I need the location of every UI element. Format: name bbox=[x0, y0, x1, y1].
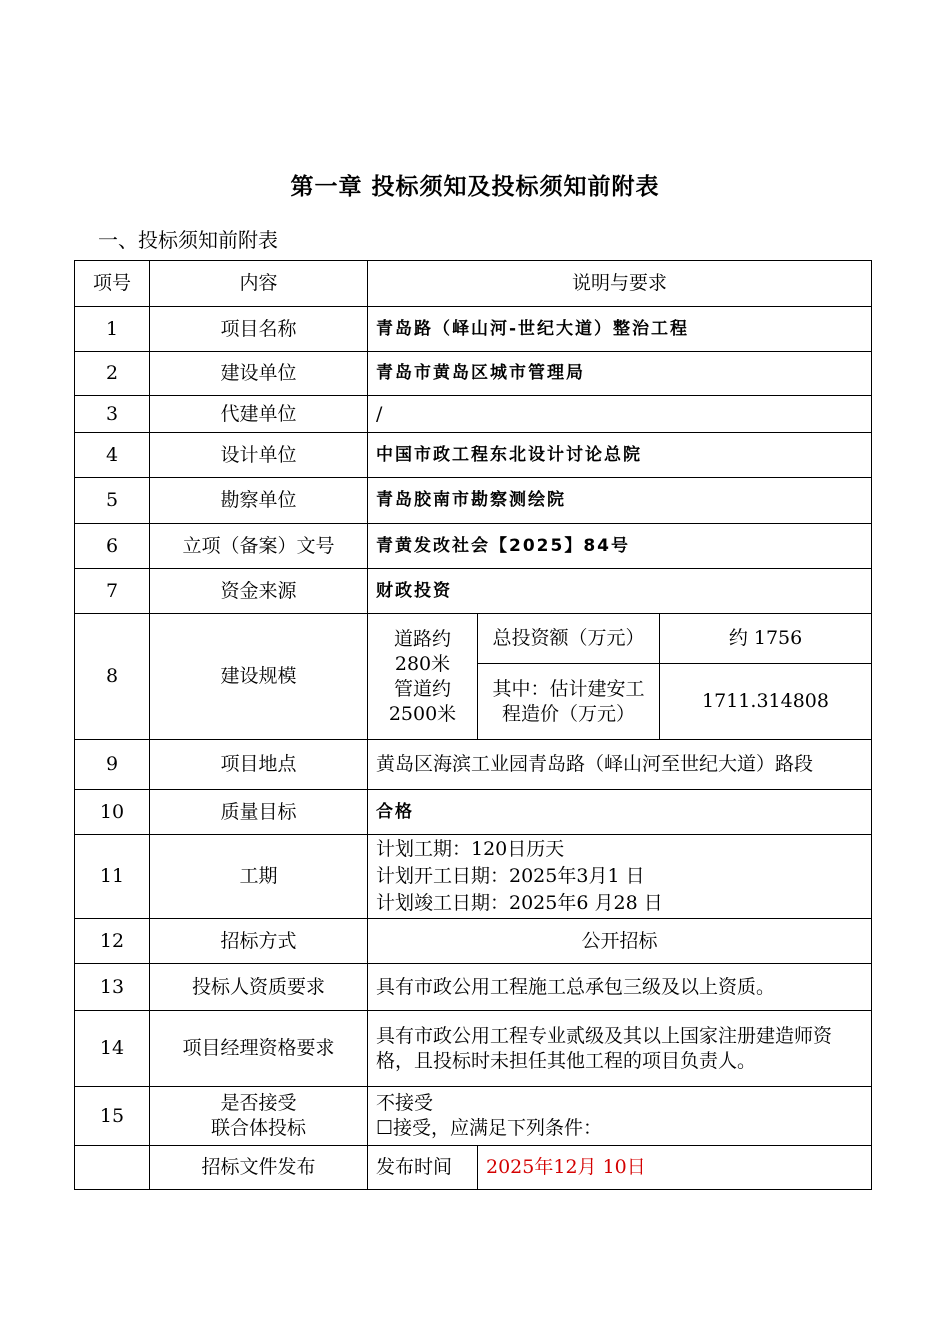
row-number: 14 bbox=[75, 1011, 150, 1087]
row-item: 项目地点 bbox=[150, 740, 368, 790]
scale-value bbox=[368, 614, 478, 740]
table-header-row bbox=[75, 261, 872, 307]
table-row bbox=[75, 1087, 872, 1146]
surveyor-value: 青岛胶南市勘察测绘院 bbox=[368, 478, 872, 524]
estimated-cost-label: 其中：估计建安工程造价（万元） bbox=[478, 664, 660, 740]
row-item: 代建单位 bbox=[150, 396, 368, 433]
table-row bbox=[75, 740, 872, 790]
row-item: 项目名称 bbox=[150, 307, 368, 352]
table-row bbox=[75, 569, 872, 614]
row-number: 7 bbox=[75, 569, 150, 614]
row-number: 3 bbox=[75, 396, 150, 433]
row-number: 8 bbox=[75, 614, 150, 740]
agent-value: / bbox=[368, 396, 872, 433]
header-item: 内容 bbox=[150, 261, 368, 307]
row-item: 立项（备案）文号 bbox=[150, 524, 368, 569]
table-row bbox=[75, 1011, 872, 1087]
table-row bbox=[75, 790, 872, 835]
table-row bbox=[75, 835, 872, 919]
row-item: 质量目标 bbox=[150, 790, 368, 835]
scale-line: 2500米 bbox=[388, 702, 457, 725]
table-row bbox=[75, 919, 872, 964]
row-item: 招标方式 bbox=[150, 919, 368, 964]
row-item: 项目经理资格要求 bbox=[150, 1011, 368, 1087]
row-number: 13 bbox=[75, 964, 150, 1011]
release-date-value: 2025年12月 10日 bbox=[478, 1146, 872, 1190]
row-item: 招标文件发布 bbox=[150, 1146, 368, 1190]
estimated-cost-value: 1711.314808 bbox=[660, 664, 872, 740]
row-number: 9 bbox=[75, 740, 150, 790]
scale-line: 管道约 bbox=[393, 677, 451, 700]
row-number: 6 bbox=[75, 524, 150, 569]
quality-value: 合格 bbox=[368, 790, 872, 835]
item-line: 联合体投标 bbox=[210, 1117, 306, 1139]
table-row bbox=[75, 478, 872, 524]
table-row bbox=[75, 352, 872, 396]
row-number: 2 bbox=[75, 352, 150, 396]
manager-qualification-value: 具有市政公用工程专业贰级及其以上国家注册建造师资格，且投标时未担任其他工程的项目负责人。 bbox=[368, 1011, 872, 1087]
row-item: 建设规模 bbox=[150, 614, 368, 740]
table-row bbox=[75, 433, 872, 478]
consortium-value bbox=[368, 1087, 872, 1146]
row-item: 建设单位 bbox=[150, 352, 368, 396]
table-row bbox=[75, 1146, 872, 1190]
schedule-line: 计划竣工日期：2025年6 月28 日 bbox=[376, 892, 663, 914]
row-item: 资金来源 bbox=[150, 569, 368, 614]
release-time-label: 发布时间 bbox=[368, 1146, 478, 1190]
row-number: 11 bbox=[75, 835, 150, 919]
approval-number-value: 青黄发改社会【2025】84号 bbox=[368, 524, 872, 569]
row-number: 4 bbox=[75, 433, 150, 478]
tender-method-value: 公开招标 bbox=[368, 919, 872, 964]
table-row bbox=[75, 307, 872, 352]
table-row bbox=[75, 964, 872, 1011]
row-number bbox=[75, 1146, 150, 1190]
row-item: 勘察单位 bbox=[150, 478, 368, 524]
row-item: 投标人资质要求 bbox=[150, 964, 368, 1011]
row-number: 15 bbox=[75, 1087, 150, 1146]
row-item: 设计单位 bbox=[150, 433, 368, 478]
consortium-option: ☐接受，应满足下列条件： bbox=[376, 1117, 603, 1139]
row-number: 1 bbox=[75, 307, 150, 352]
table-row bbox=[75, 524, 872, 569]
row-number: 12 bbox=[75, 919, 150, 964]
location-value: 黄岛区海滨工业园青岛路（峄山河至世纪大道）路段 bbox=[368, 740, 872, 790]
scale-line: 道路约 bbox=[393, 627, 451, 650]
total-investment-label: 总投资额（万元） bbox=[478, 614, 660, 664]
project-name-value: 青岛路（峄山河-世纪大道）整治工程 bbox=[368, 307, 872, 352]
table-row bbox=[75, 614, 872, 664]
bid-notice-table bbox=[74, 260, 872, 1190]
chapter-title: 第一章 投标须知及投标须知前附表 bbox=[290, 174, 660, 200]
schedule-value bbox=[368, 835, 872, 919]
schedule-line: 计划开工日期：2025年3月1 日 bbox=[376, 865, 645, 887]
funding-value: 财政投资 bbox=[368, 569, 872, 614]
header-no: 项号 bbox=[75, 261, 150, 307]
designer-value: 中国市政工程东北设计讨论总院 bbox=[368, 433, 872, 478]
table-row bbox=[75, 396, 872, 433]
row-item: 工期 bbox=[150, 835, 368, 919]
scale-line: 280米 bbox=[394, 652, 451, 675]
row-number: 10 bbox=[75, 790, 150, 835]
schedule-line: 计划工期：120日历天 bbox=[376, 838, 565, 860]
header-requirements: 说明与要求 bbox=[368, 261, 872, 307]
bidder-qualification-value: 具有市政公用工程施工总承包三级及以上资质。 bbox=[368, 964, 872, 1011]
row-number: 5 bbox=[75, 478, 150, 524]
total-investment-value: 约 1756 bbox=[660, 614, 872, 664]
consortium-option: 不接受 bbox=[376, 1092, 434, 1114]
row-item bbox=[150, 1087, 368, 1146]
section-title: 一、投标须知前附表 bbox=[98, 228, 278, 252]
item-line: 是否接受 bbox=[220, 1092, 297, 1114]
owner-value: 青岛市黄岛区城市管理局 bbox=[368, 352, 872, 396]
